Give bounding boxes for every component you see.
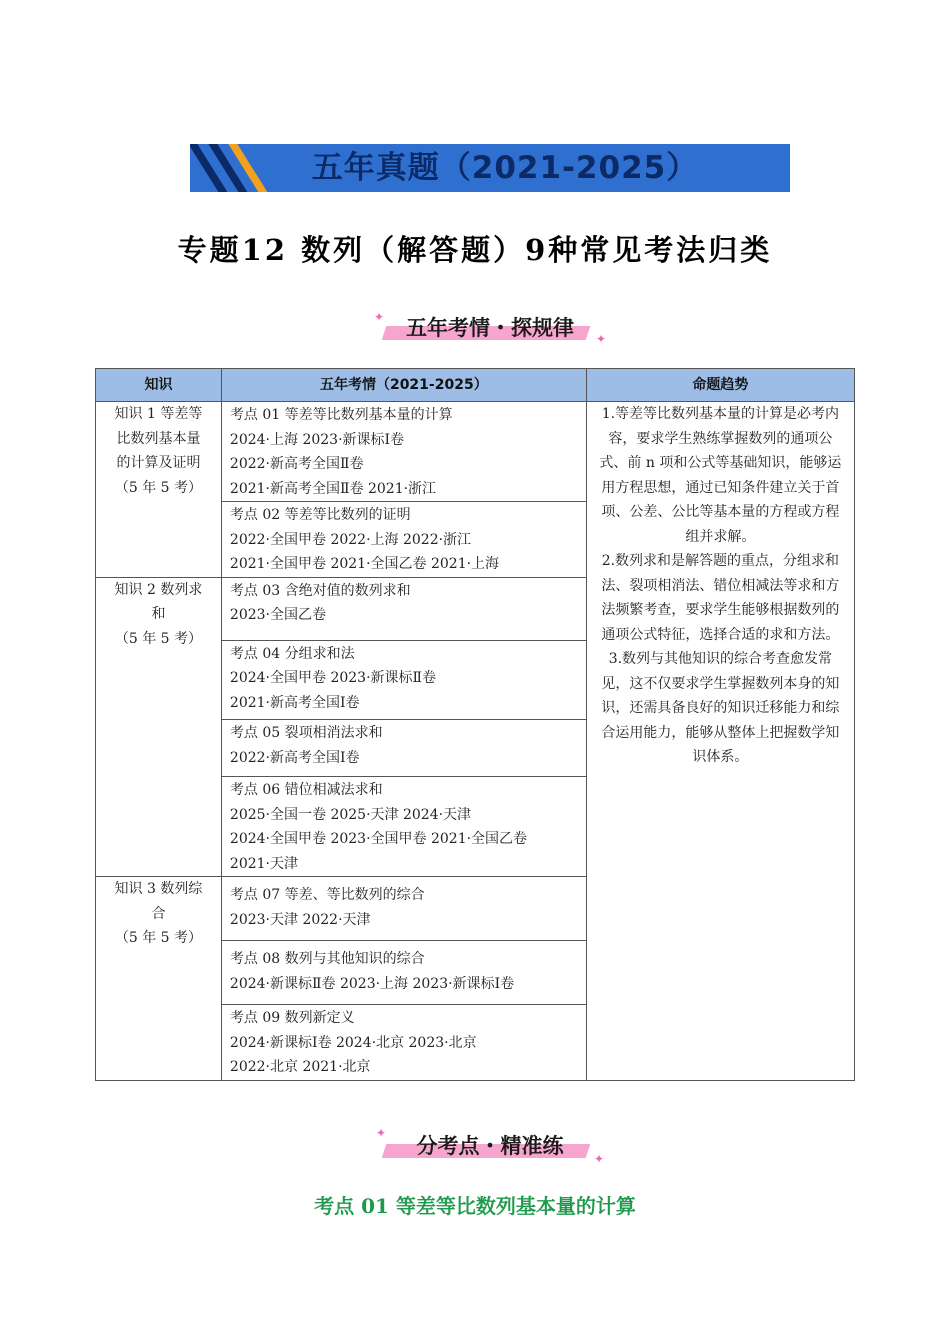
trend-paragraph: 1.等差等比数列基本量的计算是必考内容，要求学生熟练掌握数列的通项公式、前 n 项和公式等基础知识，能够运用方程思想，通过已知条件建立关于首项、公差、公比等基本量的方程或方程组并求解。	[599, 406, 842, 545]
exam-point-cell	[221, 941, 586, 1005]
exam-point-heading: 考点 01 等差等比数列基本量的计算	[314, 1194, 636, 1218]
trend-paragraph: 2.数列求和是解答题的重点，分组求和法、裂项相消法、错位相减法等求和方法频繁考查，要求学生能够根据数列的通项公式特征，选择合适的求和方法。	[601, 553, 840, 643]
knowledge-count: （5 年 5 考）	[114, 630, 203, 647]
exam-point-cell	[221, 1005, 586, 1081]
header-trend: 命题趋势	[586, 369, 854, 402]
exam-source: 2021·全国甲卷 2021·全国乙卷 2021·上海	[229, 556, 500, 572]
exam-summary-table	[95, 368, 855, 1081]
knowledge-line: 比数列基本量	[116, 430, 201, 447]
exam-source: 2022·新高考全国Ⅰ卷	[229, 749, 360, 766]
document-title: 专题12 数列（解答题）9种常见考法归类	[177, 233, 773, 267]
section-heading-text: 五年考情・探规律	[406, 316, 574, 340]
banner-title: 五年真题（2021-2025）	[311, 150, 699, 186]
exam-point-title: 考点 04 分组求和法	[229, 645, 355, 662]
exam-point-title: 考点 01 等差等比数列基本量的计算	[229, 407, 453, 423]
knowledge-line: 知识 2 数列求	[114, 581, 203, 598]
knowledge-line: 知识 1 等差等	[114, 406, 203, 422]
exam-source: 2022·全国甲卷 2022·上海 2022·浙江	[229, 531, 472, 548]
exam-source: 2021·天津	[229, 855, 299, 872]
table-row	[96, 402, 855, 502]
header-knowledge: 知识	[96, 369, 222, 402]
exam-point-title: 考点 07 等差、等比数列的综合	[229, 887, 425, 903]
exam-point-cell	[221, 640, 586, 720]
exam-point-cell	[221, 720, 586, 777]
header-five-year: 五年考情（2021-2025）	[221, 369, 586, 402]
trend-paragraph: 3.数列与其他知识的综合考查愈发常见，这不仅要求学生掌握数列本身的知识，还需具备良好的知识迁移能力和综合运用能力，能够从整体上把握数学知识体系。	[601, 651, 840, 765]
section-heading-trends	[370, 308, 610, 348]
exam-point-cell	[221, 402, 586, 502]
exam-source: 2024·新课标Ⅰ卷 2024·北京 2023·北京	[229, 1034, 477, 1051]
exam-source: 2024·新课标Ⅱ卷 2023·上海 2023·新课标Ⅰ卷	[229, 975, 515, 992]
knowledge-count: （5 年 5 考）	[114, 479, 203, 496]
exam-point-title: 考点 06 错位相减法求和	[229, 782, 383, 798]
exam-source: 2025·全国一卷 2025·天津 2024·天津	[229, 806, 472, 823]
knowledge-line: 知识 3 数列综	[114, 881, 203, 897]
exam-source: 2023·全国乙卷	[229, 607, 327, 623]
exam-point-title: 考点 08 数列与其他知识的综合	[229, 951, 425, 967]
trend-cell	[586, 402, 854, 1081]
section-heading-text: 分考点・精准练	[416, 1134, 564, 1158]
section-heading-practice	[370, 1126, 610, 1166]
knowledge-cell	[96, 402, 222, 578]
sparkle-icon: ✦	[595, 332, 606, 346]
table-header-row	[96, 369, 855, 402]
sparkle-icon: ✦	[376, 1126, 387, 1140]
exam-source: 2021·新高考全国Ⅰ卷	[229, 694, 360, 711]
exam-source: 2024·上海 2023·新课标Ⅰ卷	[229, 431, 405, 448]
exam-source: 2023·天津 2022·天津	[229, 911, 371, 928]
knowledge-line: 合	[151, 905, 166, 922]
sparkle-icon: ✦	[374, 310, 385, 324]
exam-point-cell	[221, 502, 586, 578]
header-banner	[190, 144, 790, 192]
exam-source: 2022·新高考全国Ⅱ卷	[229, 456, 364, 472]
exam-point-cell	[221, 877, 586, 941]
exam-point-title: 考点 03 含绝对值的数列求和	[229, 582, 411, 599]
exam-point-title: 考点 05 裂项相消法求和	[229, 725, 383, 741]
exam-source: 2022·北京 2021·北京	[229, 1059, 371, 1075]
exam-source: 2024·全国甲卷 2023·全国甲卷 2021·全国乙卷	[229, 831, 528, 847]
exam-point-cell	[221, 777, 586, 877]
exam-point-cell	[221, 577, 586, 640]
exam-point-title: 考点 02 等差等比数列的证明	[229, 507, 411, 523]
knowledge-cell	[96, 577, 222, 877]
sparkle-icon: ✦	[593, 1152, 604, 1166]
knowledge-line: 的计算及证明	[116, 455, 201, 471]
exam-source: 2024·全国甲卷 2023·新课标Ⅱ卷	[229, 670, 437, 686]
exam-point-title: 考点 09 数列新定义	[229, 1010, 355, 1026]
exam-source: 2021·新高考全国Ⅱ卷 2021·浙江	[229, 480, 437, 497]
knowledge-count: （5 年 5 考）	[114, 930, 203, 946]
knowledge-line: 和	[151, 606, 166, 622]
knowledge-cell	[96, 877, 222, 1081]
